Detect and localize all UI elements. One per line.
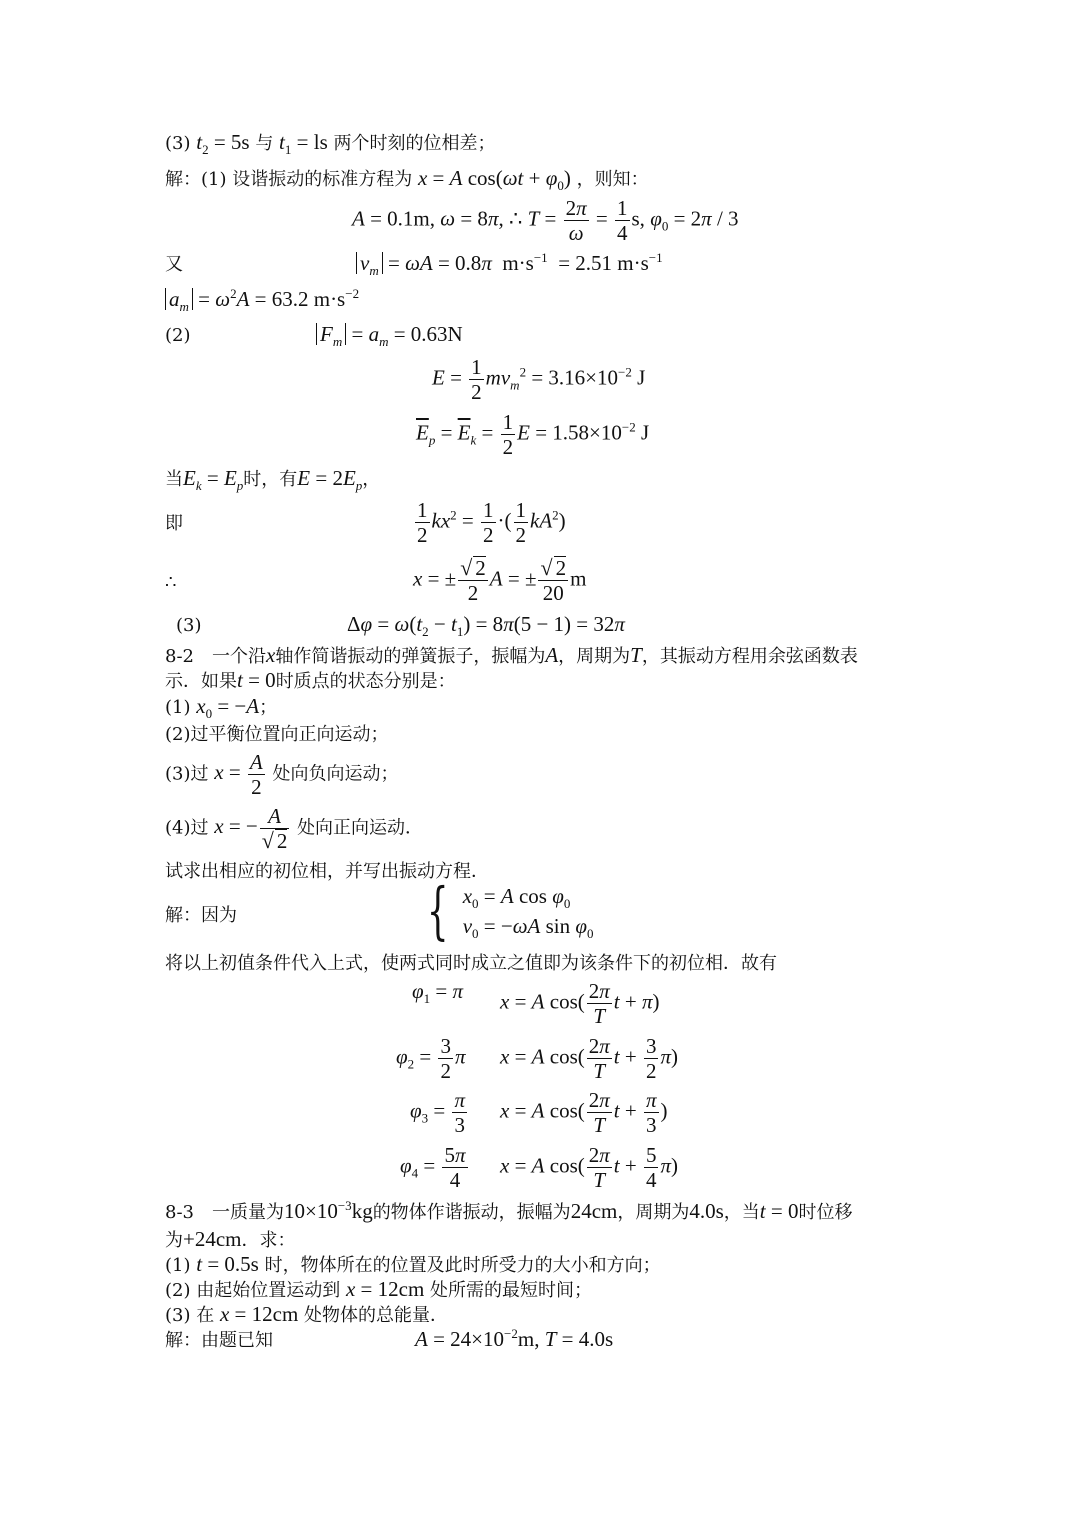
text-b82-1: 示．如果: [165, 671, 237, 692]
problem-8-2-line1: 8-2 一个沿x轴作简谐振动的弹簧振子，振幅为A，周期为T，其振动方程用余弦函数表: [165, 643, 858, 667]
line-question-3: (3) $t_2 = 5s$ 与 $t_1$ = ls 两个时刻的位相差；: [165, 130, 496, 158]
problem-8-3-item-3: (3) 在 x = 12cm 处物体的总能量．: [165, 1302, 449, 1326]
text-a83-2: 的物体作谐振动，振幅为: [372, 1202, 571, 1223]
label-therefore: ∴: [165, 572, 177, 593]
problem-8-3-line2: 为+24cm．求：: [165, 1227, 296, 1251]
problem-8-2-item-1: (1) $x_0 = -A$；: [165, 694, 278, 722]
equation-phase-difference: $\Delta\varphi = \omega(t_2 - t_1) = 8\pi(5 - 1) = 32\pi$: [347, 612, 625, 640]
problem-8-2-item-2: (2)过平衡位置向正向运动；: [165, 724, 389, 745]
problem-8-2-line2: 示．如果t = 0时质点的状态分别是：: [165, 668, 456, 692]
text-q2b: 处所需的最短时间；: [430, 1280, 593, 1301]
text-a82-3: ，周期为: [558, 646, 631, 667]
text-b83-1: 为: [165, 1230, 183, 1251]
text-a83-4: ，当: [723, 1202, 760, 1223]
text-i4a: (4)过: [165, 817, 209, 839]
label-solution-given: 解：由题已知: [165, 1330, 273, 1351]
text-a82-1: 8-2 一个沿: [165, 646, 266, 667]
label-part-3: (3): [176, 615, 202, 636]
equation-initial-conditions: { $x_0 = A$ $\cos \varphi_0$ $v_0 = -\omega A$ $\sin \varphi_0$: [426, 874, 594, 947]
line-when-equal-energy: 当$E_k = E_p$时，有$E = 2E_p$，: [165, 466, 381, 494]
text-a83-3: ，周期为: [617, 1202, 690, 1223]
equation-max-force: $F_m = a_m = 0.63N$: [316, 322, 463, 346]
line-substitute: 将以上初值条件代入上式，使两式同时成立之值即为该条件下的初位相．故有: [165, 953, 777, 974]
result-equation-3: x = A cos( $\frac{2\pi}{T}$ t + $\frac{\pi}{3}$ ): [500, 1088, 668, 1137]
text-zhi: ，则知：: [576, 169, 649, 190]
text-b82-2: 时质点的状态分别是：: [275, 671, 456, 692]
text-i4b: 处向正向运动．: [297, 817, 424, 839]
text-q2a: (2) 由起始位置运动到: [165, 1280, 341, 1301]
text-i1: (1): [165, 697, 191, 718]
text-a83-5: 时位移: [798, 1202, 853, 1223]
text-q3a: (3) 在: [165, 1305, 215, 1326]
text-yu: 与: [255, 133, 274, 154]
result-equation-1: x = A cos( $\frac{2\pi}{T}$ t + π): [500, 979, 660, 1028]
text-q3b: 处物体的总能量．: [304, 1305, 449, 1326]
line-solution-1: 解：(1) 设谐振动的标准方程为 x = A $\cos(\omega t + \varphi_0)$ ，则知：: [165, 166, 649, 194]
problem-8-3-item-1: (1) t = 0.5s 时，物体所在的位置及此时所受力的大小和方向；: [165, 1252, 661, 1276]
text-liang: 两个时刻的位相差；: [333, 133, 496, 154]
label-ji: 即: [165, 513, 183, 534]
problem-8-2-item-4: (4)过 x = − $\frac{A}{√ 2}$ 处向正向运动．: [165, 804, 424, 853]
problem-8-2-ask: 试求出相应的初位相，并写出振动方程．: [165, 861, 489, 882]
equation-max-acceleration: $a_m = \omega^2A = 63.2$ $m\cdot s^{-2}$: [165, 287, 359, 311]
text-shi: 时，有: [243, 469, 298, 490]
equation-given-values: $A = 24\times 10^{-2}m$, T = 4.0s: [415, 1326, 614, 1351]
result-phase-3: $\varphi_3$ = $\frac{\pi}{3}$: [410, 1088, 465, 1137]
text-jie1: 解：(1) 设谐振动的标准方程为: [165, 169, 413, 190]
text-dang: 当: [165, 469, 183, 490]
text-a83-1: 8-3 一质量为: [165, 1202, 284, 1223]
text-b83-2: ．求：: [241, 1230, 296, 1251]
problem-8-2-item-3: (3)过 x = $\frac{A}{2}$ 处向负向运动；: [165, 750, 399, 799]
text-a82-4: ，其振动方程用余弦函数表: [641, 646, 858, 667]
text-i3b: 处向负向运动；: [272, 763, 399, 785]
result-phase-2: $\varphi_2$ = $\frac{3}{2}$ π: [396, 1034, 466, 1083]
equation-amplitude-period: A = 0.1m, ω = 8π, ∴ T = $\frac{2\pi}{\omega}$ = $\frac{1}{4}$ s, $\varphi_0 = 2\pi / 3$: [352, 196, 739, 245]
equation-total-energy: E = $\frac{1}{2}$ $mv_m^2 = 3.16\times 10^{-2}$ J: [432, 355, 646, 404]
problem-8-3-line1: 8-3 一质量为$10\times 10^{-3}kg$的物体作谐振动，振幅为24cm，周期为4.0s，当t = 0时位移: [165, 1198, 853, 1223]
equation-max-velocity: $v_m = \omega A = 0.8\pi$ $m\cdot s^{-1} = 2.51$ $m\cdot s^{-1}$: [356, 251, 663, 275]
result-phase-1: $\varphi_1 = \pi$: [412, 979, 463, 1007]
result-equation-4: x = A cos( $\frac{2\pi}{T}$ t + $\frac{5}{4}$ π): [500, 1143, 678, 1192]
label-you: 又: [165, 254, 183, 275]
equation-position: x = ± $\frac{√ 2}{2}$ A = ± $\frac{√ 2}{20}$ m: [413, 555, 587, 605]
text-i3a: (3)过: [165, 763, 209, 785]
label-solution-because: 解：因为: [165, 905, 237, 926]
text-q1b: 时，物体所在的位置及此时所受力的大小和方向；: [264, 1255, 661, 1276]
text-comma: ，: [362, 469, 381, 490]
equation-potential-energy: $\frac{1}{2}$ $kx^2$ = $\frac{1}{2}$ ·( $\frac{1}{2}$ $kA^2$): [417, 498, 566, 547]
equation-average-energy: $\overline{E}_p = \overline{E}_k$ = $\frac{1}{2}$ $E = 1.58\times 10^{-2}$ J: [416, 410, 650, 459]
text-q1a: (1): [165, 1255, 191, 1276]
text-a82-2: 轴作简谐振动的弹簧振子，振幅为: [275, 646, 546, 667]
label-part-2: (2): [165, 325, 191, 346]
problem-8-3-item-2: (2) 由起始位置运动到 x = 12cm 处所需的最短时间；: [165, 1277, 593, 1301]
result-equation-2: x = A cos( $\frac{2\pi}{T}$ t + $\frac{3}{2}$ π): [500, 1034, 678, 1083]
result-phase-4: $\varphi_4$ = $\frac{5\pi}{4}$: [400, 1143, 466, 1192]
